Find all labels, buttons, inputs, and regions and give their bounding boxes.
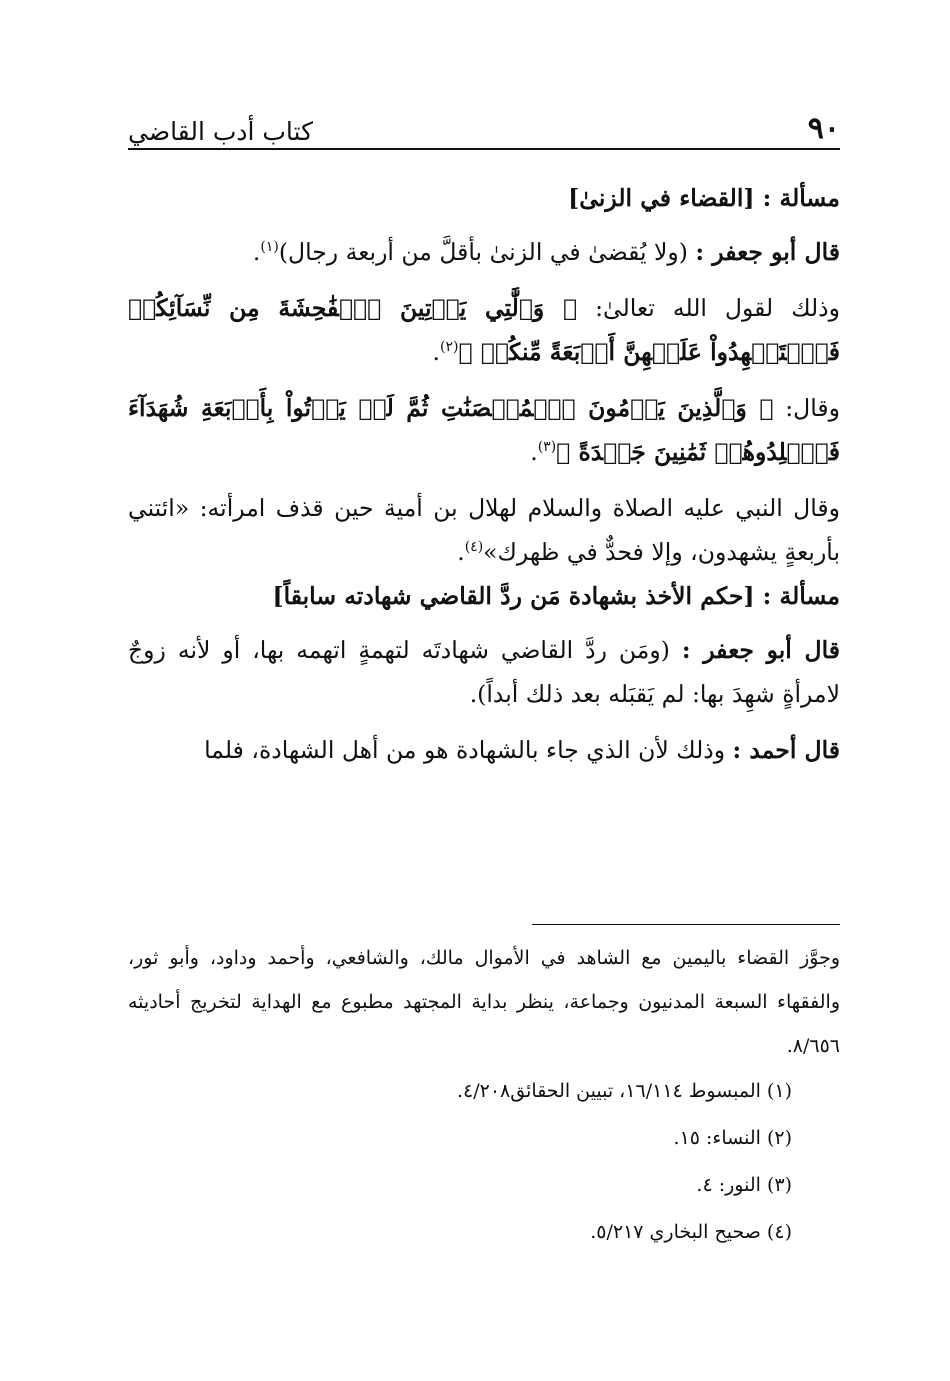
main-text xyxy=(128,176,840,772)
section-heading-2: مسألة : [حكم الأخذ بشهادة مَن ردَّ القاضي شهادته سابقاً] xyxy=(272,582,840,610)
quran-verse: ﴿ وَٱلَّٰتِي يَأۡتِينَ ٱلۡفَٰحِشَةَ مِن نِّسَآئِكُمۡ فَٱسۡتَشۡهِدُواْ عَلَيۡهِنَّ أَرۡبَعَةً مِّنكُمۡ ﴾ xyxy=(128,294,840,366)
paragraph-2: وذلك لقول الله تعالىٰ: ﴿ وَٱلَّٰتِي يَأۡتِينَ ٱلۡفَٰحِشَةَ مِن نِّسَآئِكُمۡ فَٱسۡتَشۡهِدُواْ عَلَيۡهِنَّ أَرۡبَعَةً مِّنكُمۡ ﴾$^{(٢)}$. xyxy=(128,294,840,366)
speaker-label: قال أبو جعفر : xyxy=(695,238,840,266)
footnote-continuation: وجوَّز القضاء باليمين مع الشاهد في الأموال مالك، والشافعي، وأحمد وداود، وأبو ثور، والفقهاء السبعة المدنيون وجماعة، ينظر بداية المجتهد مطبوع مع الهداية لتخريج أحاديثه ٨/٦٥٦. xyxy=(128,947,840,1057)
footnote-divider xyxy=(532,924,840,925)
page-header xyxy=(128,104,840,150)
footnote-item: (٢) النساء: ١٥. xyxy=(673,1127,792,1149)
intro-text: وقال: xyxy=(773,394,840,422)
footnote-item: (١) المبسوط ١٦/١١٤، تبيين الحقائق٤/٢٠٨. xyxy=(456,1080,792,1102)
footnotes xyxy=(128,936,840,1256)
footnote-ref-2: (٢) xyxy=(440,339,459,356)
footnote-ref-3: (٣) xyxy=(537,439,557,456)
footnote-ref-4: (٤) xyxy=(464,539,484,556)
paragraph-1: قال أبو جعفر : (ولا يُقضىٰ في الزنىٰ بأقلَّ من أربعة رجال)$^{(١)}$. xyxy=(252,238,840,266)
paragraph-5 xyxy=(128,628,840,716)
footnote-ref-1: (١) xyxy=(260,239,279,256)
quote-text: (ولا يُقضىٰ في الزنىٰ بأقلَّ من أربعة رجال) xyxy=(278,238,696,266)
footnote-item: (٣) النور: ٤. xyxy=(696,1174,792,1196)
footnote-item: (٤) صحيح البخاري ٥/٢١٧. xyxy=(590,1221,792,1243)
page-number: ٩٠ xyxy=(807,111,840,146)
speaker-label: قال أبو جعفر : xyxy=(681,636,840,664)
paragraph-3: وقال: ﴿ وَٱلَّذِينَ يَرۡمُونَ ٱلۡمُحۡصَنَٰتِ ثُمَّ لَمۡ يَأۡتُواْ بِأَرۡبَعَةِ شُهَدَآءَ فَٱجۡلِدُوهُمۡ ثَمَٰنِينَ جَلۡدَةً ﴾$^{(٣)}$. xyxy=(128,394,840,466)
speaker-label: قال أحمد : xyxy=(732,736,840,764)
paragraph-4: وقال النبي عليه الصلاة والسلام لهلال بن أمية حين قذف امرأته: «ائتني بأربعةٍ يشهدون، وإلا فحدٌّ في ظهرك»$^{(٤)}$. xyxy=(128,494,840,566)
running-title: كتاب أدب القاضي xyxy=(128,117,313,146)
section-heading-1: مسألة : [القضاء في الزنىٰ] xyxy=(568,184,840,212)
hadith-text: وقال النبي عليه الصلاة والسلام لهلال بن أمية حين قذف امرأته: «ائتني بأربعةٍ يشهدون، وإلا فحدٌّ في ظهرك» xyxy=(128,494,840,566)
body-text: وذلك لأن الذي جاء بالشهادة هو من أهل الشهادة، فلما xyxy=(204,736,733,764)
quote-text: (ومَن ردَّ القاضي شهادتَه لتهمةٍ اتهمه بها، أو لأنه زوجٌ لامرأةٍ شهِدَ بها: لم يَقبَله بعد ذلك أبداً). xyxy=(128,636,840,708)
quran-verse: ﴿ وَٱلَّذِينَ يَرۡمُونَ ٱلۡمُحۡصَنَٰتِ ثُمَّ لَمۡ يَأۡتُواْ بِأَرۡبَعَةِ شُهَدَآءَ فَٱجۡلِدُوهُمۡ ثَمَٰنِينَ جَلۡدَةً ﴾ xyxy=(128,394,840,466)
intro-text: وذلك لقول الله تعالىٰ: xyxy=(577,294,840,322)
paragraph-6 xyxy=(128,728,840,772)
